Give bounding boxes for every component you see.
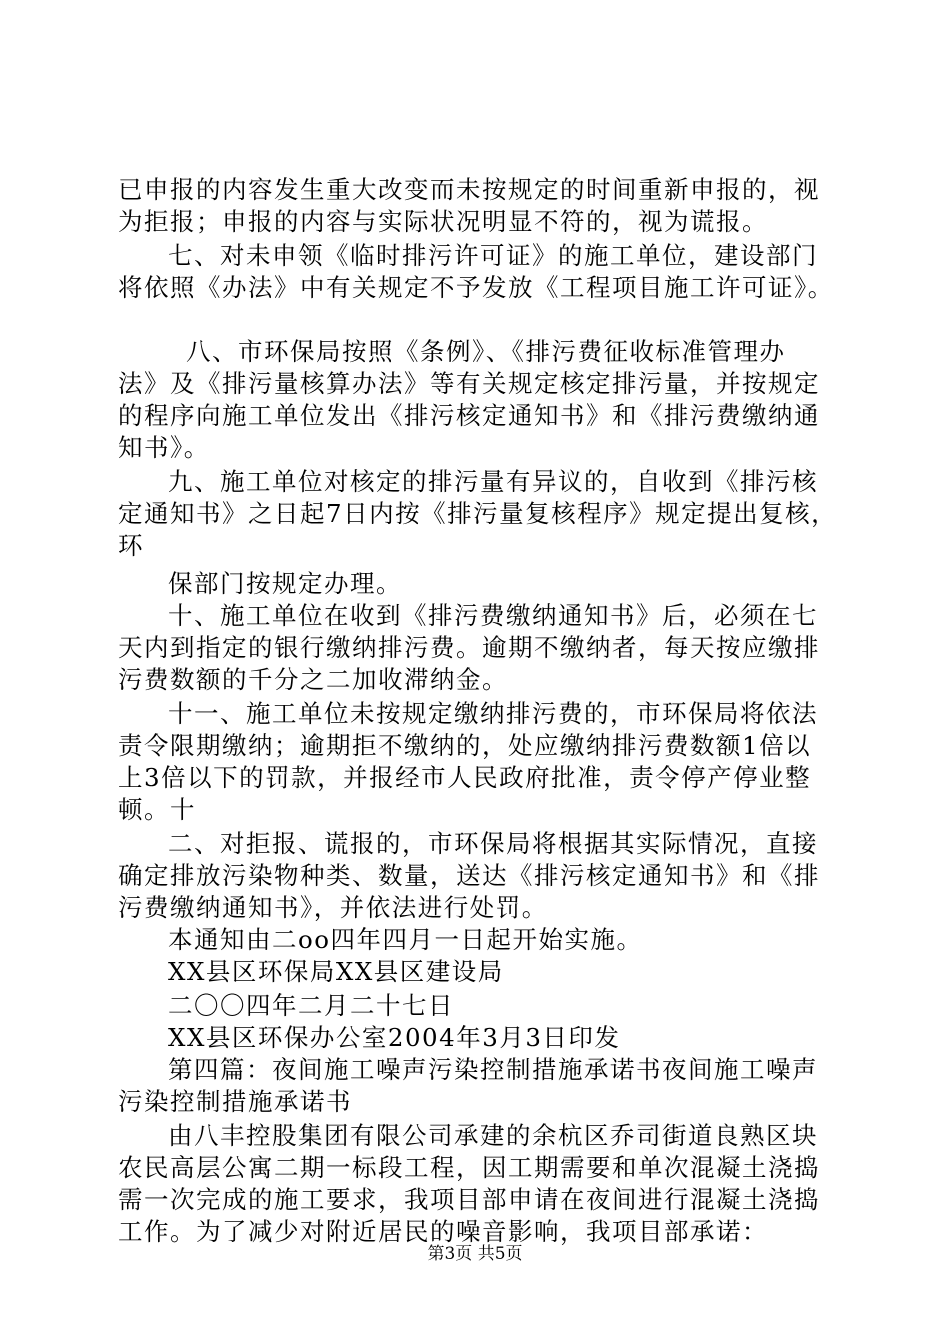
body-text-line: 环	[118, 531, 144, 560]
body-text-line: 已申报的内容发生重大改变而未按规定的时间重新申报的，视	[118, 175, 820, 204]
body-text-line: 七、对未申领《临时排污许可证》的施工单位，建设部门	[168, 241, 818, 270]
body-text-line: 确定排放污染物种类、数量，送达《排污核定通知书》和《排	[118, 861, 820, 890]
body-text-line: 上3倍以下的罚款，并报经市人民政府批准，责令停产停业整	[118, 763, 812, 792]
body-text-line: 顿。十	[118, 795, 196, 824]
body-text-line: 将依照《办法》中有关规定不予发放《工程项目施工许可证》。	[118, 273, 834, 302]
body-text-line: 定通知书》之日起7日内按《排污量复核程序》规定提出复核，	[118, 499, 838, 528]
body-text-line: 由八丰控股集团有限公司承建的余杭区乔司街道良熟区块	[168, 1121, 818, 1150]
body-text-line: 本通知由二oo四年四月一日起开始实施。	[168, 925, 643, 954]
date-line: 二〇〇四年二月二十七日	[168, 991, 454, 1020]
body-text-line: 污费数额的千分之二加收滞纳金。	[118, 665, 508, 694]
signature-line: XX县区环保局XX县区建设局	[168, 957, 504, 986]
body-text-line: 二、对拒报、谎报的，市环保局将根据其实际情况，直接	[168, 829, 818, 858]
body-text-line: 法》及《排污量核算办法》等有关规定核定排污量，并按规定	[118, 369, 820, 398]
body-text-line: 农民高层公寓二期一标段工程，因工期需要和单次混凝土浇捣	[118, 1153, 820, 1182]
body-text-line: 十、施工单位在收到《排污费缴纳通知书》后，必须在七	[168, 601, 818, 630]
body-text-line: 保部门按规定办理。	[168, 569, 402, 598]
section-heading: 污染控制措施承诺书	[118, 1087, 352, 1116]
body-text-line: 十一、施工单位未按规定缴纳排污费的，市环保局将依法	[168, 699, 818, 728]
body-text-line: 九、施工单位对核定的排污量有异议的，自收到《排污核	[168, 467, 818, 496]
body-text-line: 污费缴纳通知书》，并依法进行处罚。	[118, 893, 548, 922]
page-footer: 第3页 共5页	[427, 1244, 523, 1264]
body-text-line: 工作。为了减少对附近居民的噪音影响，我项目部承诺：	[118, 1217, 768, 1246]
body-text-line: 知书》。	[118, 433, 210, 462]
issuer-line: XX县区环保办公室2004年3月3日印发	[168, 1023, 621, 1052]
body-text-line: 的程序向施工单位发出《排污核定通知书》和《排污费缴纳通	[118, 401, 820, 430]
section-heading: 第四篇：夜间施工噪声污染控制措施承诺书夜间施工噪声	[168, 1055, 818, 1084]
body-text-line: 需一次完成的施工要求，我项目部申请在夜间进行混凝土浇捣	[118, 1185, 820, 1214]
body-text-line: 为拒报；申报的内容与实际状况明显不符的，视为谎报。	[118, 207, 768, 236]
body-text-line: 天内到指定的银行缴纳排污费。逾期不缴纳者，每天按应缴排	[118, 633, 820, 662]
body-text-line: 责令限期缴纳；逾期拒不缴纳的，处应缴纳排污费数额1倍以	[118, 731, 812, 760]
body-text-line: 八、市环保局按照《条例》、《排污费征收标准管理办	[186, 337, 786, 366]
